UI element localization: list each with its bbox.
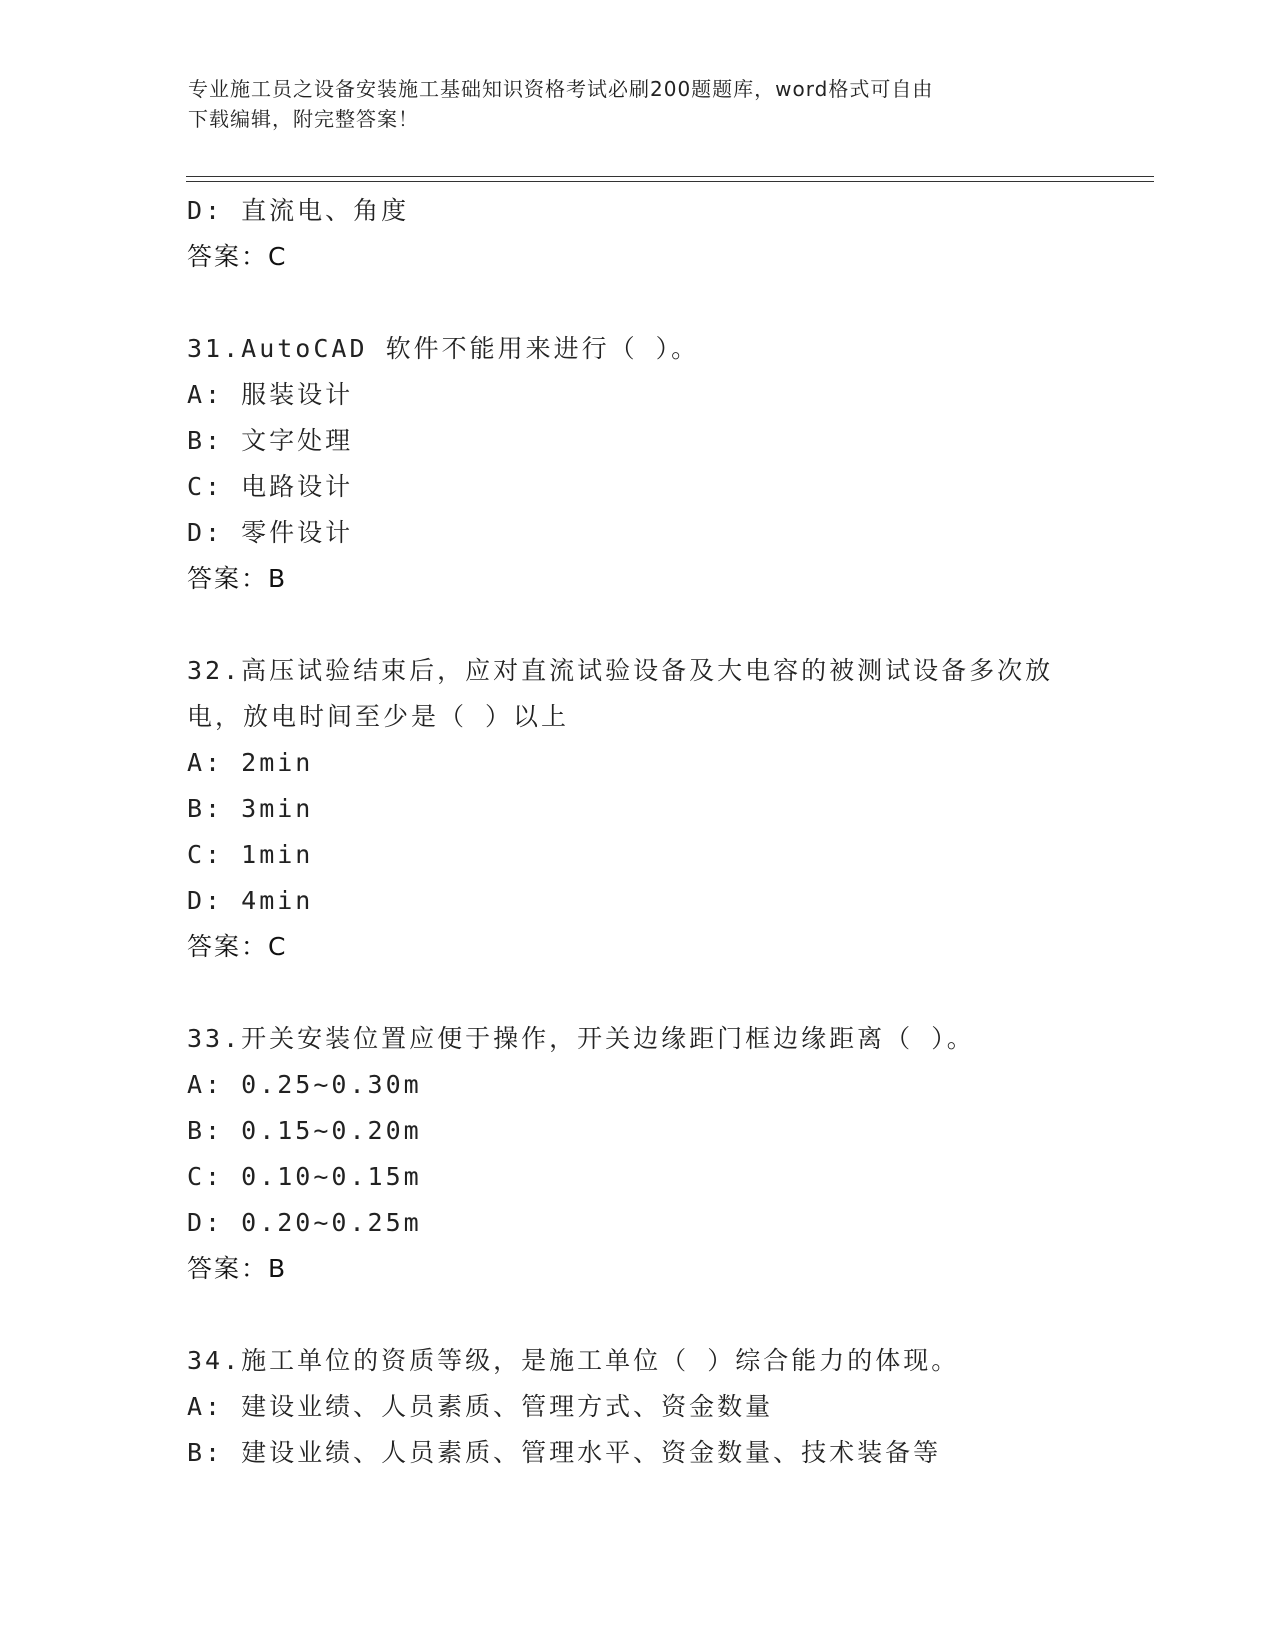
question-stem [187, 326, 1157, 372]
option-d: D: 0.20~0.25m [187, 1208, 422, 1237]
spacer [187, 602, 1157, 648]
spacer [187, 1292, 1157, 1338]
answer-line: 答案：C [187, 242, 288, 271]
header-divider-top [186, 176, 1154, 177]
question-stem [187, 1338, 1157, 1384]
answer-line: 答案：B [187, 564, 288, 593]
question-stem-line: 31.AutoCAD 软件不能用来进行（ ）。 [187, 334, 700, 363]
option-c: C: 1min [187, 840, 314, 869]
document-header [188, 74, 1068, 134]
option-a: A: 服装设计 [187, 380, 354, 409]
spacer [187, 970, 1157, 1016]
question-stem-line: 32.高压试验结束后，应对直流试验设备及大电容的被测试设备多次放 [187, 656, 1054, 685]
question-32 [187, 648, 1157, 970]
question-stem [187, 1016, 1157, 1062]
option-b: B: 0.15~0.20m [187, 1116, 422, 1145]
option-c: C: 0.10~0.15m [187, 1162, 422, 1191]
header-title-line-1: 专业施工员之设备安装施工基础知识资格考试必刷200题题库，word格式可自由 [188, 77, 934, 101]
option-a: A: 2min [187, 748, 314, 777]
header-title-line-2: 下载编辑，附完整答案！ [188, 107, 419, 131]
option-c: C: 电路设计 [187, 472, 354, 501]
answer-line: 答案：B [187, 1254, 288, 1283]
question-stem [187, 648, 1157, 740]
option-d: D: 4min [187, 886, 314, 915]
question-stem-line: 33.开关安装位置应便于操作，开关边缘距门框边缘距离（ ）。 [187, 1024, 975, 1053]
option-a: A: 0.25~0.30m [187, 1070, 422, 1099]
option-b: B: 文字处理 [187, 426, 354, 455]
question-31 [187, 326, 1157, 602]
question-30-tail [187, 188, 1157, 280]
question-34 [187, 1338, 1157, 1476]
option-a: A: 建设业绩、人员素质、管理方式、资金数量 [187, 1392, 774, 1421]
header-divider-bottom [186, 181, 1154, 182]
option-d: D: 直流电、角度 [187, 196, 410, 225]
question-stem-line: 电，放电时间至少是（ ）以上 [187, 702, 570, 731]
spacer [187, 280, 1157, 326]
question-list [187, 188, 1157, 1476]
option-d: D: 零件设计 [187, 518, 354, 547]
option-b: B: 3min [187, 794, 314, 823]
answer-line: 答案：C [187, 932, 288, 961]
question-stem-line: 34.施工单位的资质等级，是施工单位（ ）综合能力的体现。 [187, 1346, 960, 1375]
question-33 [187, 1016, 1157, 1292]
option-b: B: 建设业绩、人员素质、管理水平、资金数量、技术装备等 [187, 1438, 942, 1467]
